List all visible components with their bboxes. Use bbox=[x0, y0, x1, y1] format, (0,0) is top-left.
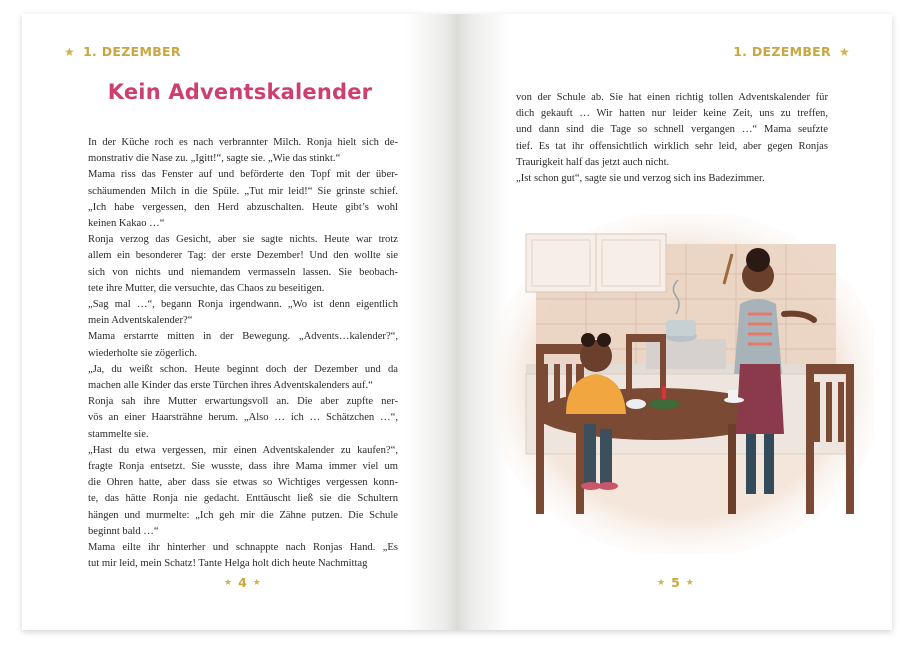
text-line: dich gekauft … Wir hatten nur leider keine Zeit, uns zu treffen, bbox=[516, 108, 828, 120]
text-line: Mama erstarrte mitten in der Bewegung. „Advents…kalender?“, bbox=[88, 331, 398, 343]
text-line: vös an einer Haarsträhne herum. „Also … ich … Schätzchen …“, bbox=[88, 412, 398, 424]
text-line: und dann sind die Tage so schnell vergangen …“ Mama seufzte bbox=[516, 124, 828, 136]
text-line: stammelte sie. bbox=[88, 428, 149, 440]
text-line: beginnt bald …“ bbox=[88, 525, 159, 537]
text-line: hängen und murmelte: „Ich geh mir die Zähne putzen. Die Schule bbox=[88, 509, 398, 521]
page-number: 5 bbox=[671, 575, 680, 590]
page-number-left bbox=[224, 575, 261, 590]
star-icon: ★ bbox=[685, 577, 694, 588]
kitchen-illustration bbox=[496, 214, 874, 554]
text-line: In der Küche roch es nach verbrannter Milch. Ronja hielt sich de- bbox=[88, 137, 398, 148]
chapter-title: Kein Adventskalender bbox=[107, 80, 373, 104]
chapter-label: 1. DEZEMBER bbox=[83, 44, 181, 59]
book-spread bbox=[22, 14, 892, 630]
text-line: machen alle Kinder das erste Türchen ihres Adventskalenders auf.“ bbox=[88, 380, 373, 392]
page-number: 4 bbox=[238, 575, 247, 590]
text-line: keinen Kakao …“ bbox=[88, 218, 165, 230]
text-line: sich von nichts und niemandem vermasseln lassen. Sie beobach- bbox=[88, 266, 398, 278]
text-line: monstrativ die Nase zu. „Igitt!“, sagte sie. „Wie das stinkt.“ bbox=[88, 153, 341, 165]
text-line: mein Adventskalender?“ bbox=[88, 315, 193, 327]
star-icon: ★ bbox=[657, 577, 666, 588]
page-number-right bbox=[657, 575, 694, 590]
text-line: Ronja verzog das Gesicht, aber sie sagte nichts. Heute war trotz bbox=[88, 234, 398, 246]
text-line: „Ich habe vergessen, den Herd abzuschalten. Heute gibt’s wohl bbox=[88, 201, 398, 213]
star-icon: ★ bbox=[224, 577, 233, 588]
text-line: Mama eilte ihr hinterher und schnappte nach Ronjas Hand. „Es bbox=[88, 542, 398, 554]
chapter-header-left bbox=[64, 44, 181, 59]
body-text-left bbox=[88, 135, 398, 572]
text-line: „Ja, du weißt schon. Heute beginnt doch der Dezember und da bbox=[88, 363, 398, 375]
chapter-label: 1. DEZEMBER bbox=[733, 44, 831, 59]
text-line: fragte Ronja entsetzt. Sie wusste, dass ihre Mama immer viel um bbox=[88, 461, 398, 473]
text-line: tut mir leid, mein Schatz! Tante Helga holt dich heute Nachmittag bbox=[88, 558, 368, 570]
text-line: „Sag mal …“, begann Ronja irgendwann. „Wo ist denn eigentlich bbox=[88, 299, 398, 311]
body-text-right bbox=[516, 90, 828, 187]
text-line: wiederholte sie zögerlich. bbox=[88, 347, 198, 359]
text-line: tete ihre Mutter, die versuchte, das Chaos zu beseitigen. bbox=[88, 282, 325, 294]
text-line: te, das hätte Ronja nie gedacht. Enttäuscht ließ sie die Schultern bbox=[88, 493, 398, 505]
star-icon: ★ bbox=[252, 577, 261, 588]
text-line: Ronja sah ihre Mutter erwartungsvoll an. Die aber zupfte ner- bbox=[88, 396, 398, 408]
right-page bbox=[458, 14, 892, 630]
text-line: Traurigkeit half das jetzt auch nicht. bbox=[516, 156, 670, 168]
text-line: allem ein besonderer Tag: der erste Dezember! Und den wollte sie bbox=[88, 250, 398, 262]
star-icon: ★ bbox=[64, 44, 76, 59]
left-page bbox=[22, 14, 458, 630]
text-line: „Ist schon gut“, sagte sie und verzog sich ins Badezimmer. bbox=[516, 173, 765, 185]
star-icon: ★ bbox=[838, 44, 850, 59]
text-line: „Hast du etwa vergessen, mir einen Adventskalender zu kaufen?“, bbox=[88, 444, 398, 456]
chapter-header-right bbox=[733, 44, 850, 59]
text-line: die Ohren hatte, aber dass sie etwas so Wichtiges vergessen konn- bbox=[88, 477, 398, 489]
text-line: schäumenden Milch in die Spüle. „Tut mir leid!“ Sie grinste schief. bbox=[88, 185, 398, 197]
text-line: von der Schule ab. Sie hat einen richtig tollen Adventskalender für bbox=[516, 92, 828, 103]
text-line: tief. Es tat ihr offensichtlich wirklich sehr leid, aber gegen Ronjas bbox=[516, 140, 828, 152]
text-line: Mama riss das Fenster auf und beförderte den Topf mit der über- bbox=[88, 169, 398, 181]
